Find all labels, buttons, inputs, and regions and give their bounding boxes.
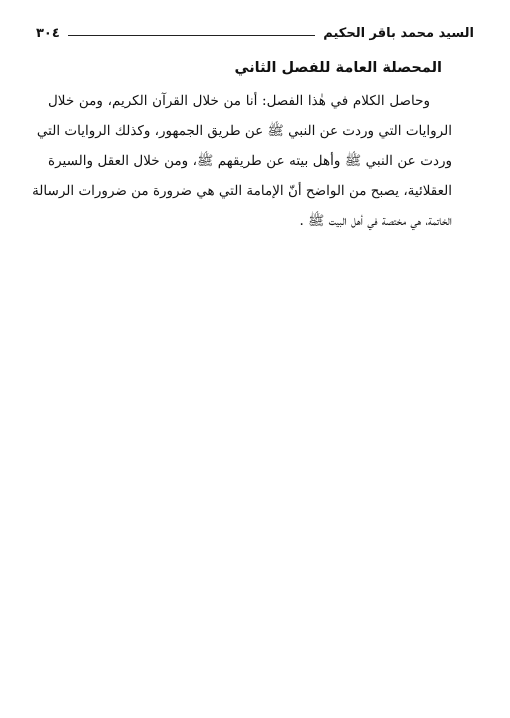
section-heading: المحصلة العامة للفصل الثاني xyxy=(234,60,442,76)
header-author-title: السيد محمد باقر الحكيم xyxy=(323,25,474,41)
running-header xyxy=(36,22,474,44)
paragraph-line: وردت عن النبي ﷺ وأهل بيته عن طريقهم ﷺ، ومن خلال العقل والسيرة xyxy=(48,153,452,169)
header-rule xyxy=(68,35,315,36)
page-number: ٣٠٤ xyxy=(36,25,60,41)
paragraph-line: وحاصل الكلام في هٰذا الفصل: أنا من خلال القرآن الكريم، ومن خلال xyxy=(48,93,430,109)
paragraph-line: الخاتمة، هي مختصة في أهل البيت ﷺ . xyxy=(299,213,452,229)
body-paragraph xyxy=(32,86,452,236)
paragraph-line: العقلائية، يصبح من الواضح أنّ الإمامة التي هي ضرورة من ضرورات الرسالة xyxy=(32,183,452,199)
paragraph-line: الروايات التي وردت عن النبي ﷺ عن طريق الجمهور، وكذلك الروايات التي xyxy=(36,123,452,139)
